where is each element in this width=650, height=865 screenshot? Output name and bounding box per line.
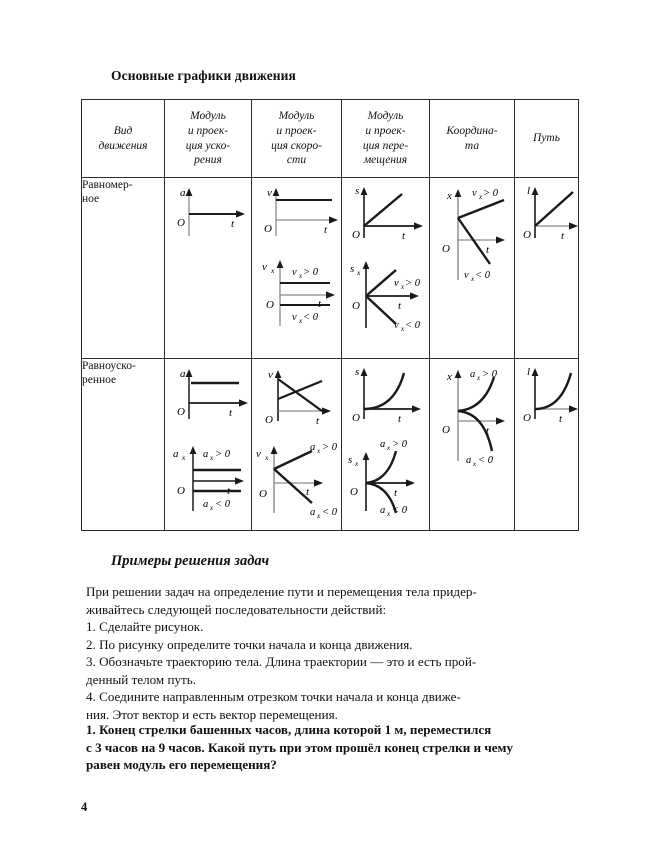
task-line: равен модуль его перемещения? [86, 757, 277, 773]
header-line: ция пере- [362, 139, 409, 152]
svg-text:a: a [380, 439, 386, 450]
step-line: 3. Обозначьте траекторию тела. Длина траектории — это и есть прой- [86, 654, 477, 670]
table-row [82, 178, 579, 359]
svg-text:v: v [394, 320, 399, 331]
svg-text:x: x [447, 371, 452, 383]
svg-text:x: x [447, 190, 452, 202]
svg-text:a: a [203, 449, 209, 460]
header-line: и проек- [187, 124, 229, 137]
cell-accel-acceleration [165, 359, 252, 531]
row-label-uniform [82, 178, 165, 359]
graph-x-two-lines [436, 182, 520, 286]
svg-text:a: a [380, 505, 386, 516]
task-line: с 3 часов на 9 часов. Какой путь при этом прошёл конец стрелки и чему [86, 739, 513, 755]
header-line: и проек- [276, 124, 317, 137]
svg-text:v: v [394, 278, 399, 289]
row-label-line: Равноуско- [82, 360, 136, 372]
svg-text:a: a [180, 368, 186, 380]
graph-x-two-parabolas [436, 363, 520, 467]
svg-text:s: s [355, 366, 360, 378]
page-title: Основные графики движения [111, 68, 296, 83]
row-label-line: ное [82, 193, 100, 206]
svg-text:t: t [398, 300, 402, 312]
graph-sx-two-rays [348, 254, 436, 334]
svg-text:a: a [180, 187, 186, 199]
svg-text:t: t [486, 425, 490, 437]
header-line: Путь [533, 132, 560, 145]
svg-text:x: x [473, 460, 477, 468]
steps-list [86, 618, 575, 724]
svg-text:O: O [352, 300, 360, 312]
row-label-line: ренное [82, 374, 117, 387]
cell-uniform-displacement [342, 178, 430, 359]
svg-text:O: O [523, 412, 531, 424]
svg-text:t: t [394, 487, 398, 499]
svg-text:> 0: > 0 [482, 369, 497, 380]
graph-l-ray [521, 182, 583, 244]
svg-text:O: O [177, 485, 185, 497]
header-line: сти [286, 154, 307, 167]
svg-text:> 0: > 0 [215, 449, 230, 460]
svg-text:t: t [559, 413, 563, 425]
svg-text:v: v [268, 369, 273, 381]
header-line: движения [98, 139, 148, 152]
intro-line: живайтесь следующей последовательности действий: [86, 601, 387, 617]
svg-text:> 0: > 0 [322, 442, 337, 453]
svg-text:l: l [527, 185, 531, 197]
svg-text:t: t [486, 244, 490, 256]
graph-sx-two-parabolas [346, 433, 436, 517]
cell-uniform-acceleration [165, 178, 252, 359]
table-row [82, 359, 579, 531]
svg-text:< 0: < 0 [405, 320, 420, 331]
svg-text:< 0: < 0 [475, 270, 490, 281]
step-line: 4. Соедините направленным отрезком точки начала и конца движе- [86, 689, 461, 705]
header-line: Модуль [278, 110, 315, 123]
step-line: 1. Сделайте рисунок. [86, 619, 204, 634]
table-header-row [82, 100, 579, 178]
svg-text:x: x [182, 453, 186, 462]
graph-v-const [262, 184, 346, 240]
svg-text:t: t [402, 230, 406, 242]
svg-text:> 0: > 0 [303, 267, 318, 278]
svg-text:t: t [306, 486, 310, 498]
column-header-acceleration [165, 100, 252, 178]
svg-text:s: s [350, 263, 355, 275]
svg-text:O: O [442, 243, 450, 255]
svg-text:v: v [256, 448, 261, 460]
cell-accel-path [515, 359, 579, 531]
svg-text:a: a [310, 507, 316, 518]
svg-text:< 0: < 0 [303, 312, 318, 323]
svg-text:x: x [317, 447, 321, 455]
svg-text:x: x [299, 272, 303, 280]
svg-text:v: v [267, 187, 272, 199]
step-line: денный телом путь. [86, 671, 197, 687]
svg-text:t: t [316, 415, 320, 427]
svg-text:s: s [348, 454, 353, 466]
svg-text:t: t [229, 407, 233, 419]
svg-text:O: O [264, 223, 272, 235]
cell-accel-coordinate [430, 359, 515, 531]
svg-text:< 0: < 0 [392, 505, 407, 516]
column-header-coordinate [430, 100, 515, 178]
svg-text:O: O [352, 229, 360, 241]
svg-text:x: x [401, 283, 405, 291]
task-line: 1. Конец стрелки башенных часов, длина которой 1 м, переместился [86, 722, 492, 737]
graph-s-parabola [350, 363, 434, 425]
header-line: мещения [363, 154, 408, 167]
header-line: ция скоро- [271, 139, 322, 152]
svg-text:v: v [472, 188, 477, 199]
svg-text:x: x [210, 454, 214, 462]
svg-text:t: t [318, 298, 322, 310]
cell-accel-velocity [252, 359, 342, 531]
svg-text:O: O [523, 229, 531, 241]
graph-v-crossing [262, 365, 346, 427]
graph-vx-two-rays [254, 437, 346, 519]
intro-line: При решении задач на определение пути и перемещения тела придер- [86, 584, 477, 599]
header-line: Координа- [446, 124, 498, 137]
cell-accel-displacement [342, 359, 430, 531]
svg-text:a: a [310, 442, 316, 453]
svg-text:< 0: < 0 [215, 499, 230, 510]
svg-text:< 0: < 0 [322, 507, 337, 518]
graph-a-zero [175, 184, 253, 240]
svg-text:a: a [173, 448, 179, 460]
row-label-accelerated [82, 359, 165, 531]
svg-text:O: O [352, 412, 360, 424]
svg-text:< 0: < 0 [478, 455, 493, 466]
svg-text:O: O [442, 424, 450, 436]
svg-text:O: O [177, 217, 185, 229]
cell-uniform-velocity [252, 178, 342, 359]
svg-text:> 0: > 0 [392, 439, 407, 450]
intro-paragraph [86, 583, 575, 618]
svg-text:x: x [477, 374, 481, 382]
svg-text:x: x [471, 275, 475, 283]
column-header-velocity [252, 100, 342, 178]
motion-graphs-table [81, 99, 579, 531]
svg-text:a: a [470, 369, 476, 380]
task-paragraph [86, 721, 575, 774]
svg-text:x: x [479, 193, 483, 201]
svg-text:x: x [387, 510, 391, 518]
graph-vx-signed [258, 248, 346, 330]
svg-text:x: x [299, 317, 303, 325]
svg-text:x: x [210, 504, 214, 512]
svg-text:> 0: > 0 [483, 188, 498, 199]
examples-heading: Примеры решения задач [111, 553, 270, 569]
svg-text:v: v [464, 270, 469, 281]
column-header-motion-type [82, 100, 165, 178]
svg-text:x: x [271, 266, 275, 275]
svg-text:t: t [324, 224, 328, 236]
svg-text:s: s [355, 185, 360, 197]
svg-text:x: x [357, 268, 361, 277]
svg-text:x: x [387, 444, 391, 452]
svg-text:x: x [265, 453, 269, 462]
row-label-line: Равномер- [82, 179, 133, 191]
svg-text:a: a [466, 455, 472, 466]
graph-ax-signed [169, 437, 259, 517]
svg-text:t: t [398, 413, 402, 425]
svg-text:l: l [527, 366, 531, 378]
svg-text:x: x [317, 512, 321, 520]
svg-text:> 0: > 0 [405, 278, 420, 289]
header-line: ция уско- [185, 139, 231, 152]
svg-text:t: t [227, 485, 231, 497]
svg-text:O: O [350, 486, 358, 498]
svg-text:x: x [355, 459, 359, 468]
svg-text:x: x [401, 325, 405, 333]
header-line: та [464, 139, 480, 152]
svg-text:O: O [266, 299, 274, 311]
cell-uniform-coordinate [430, 178, 515, 359]
svg-text:v: v [292, 267, 297, 278]
step-line: 2. По рисунку определите точки начала и конца движения. [86, 636, 413, 652]
cell-uniform-path [515, 178, 579, 359]
graph-s-ray [350, 182, 434, 244]
header-line: и проек- [365, 124, 406, 137]
column-header-path [515, 100, 579, 178]
svg-text:O: O [259, 488, 267, 500]
header-line: Модуль [367, 110, 404, 123]
svg-text:t: t [231, 218, 235, 230]
svg-text:a: a [203, 499, 209, 510]
svg-text:O: O [177, 406, 185, 418]
page-number: 4 [81, 800, 88, 814]
graph-l-parabola [521, 363, 583, 425]
header-line: Вид [113, 124, 133, 137]
header-line: Модуль [190, 110, 226, 123]
header-line: рения [194, 154, 222, 167]
column-header-displacement [342, 100, 430, 178]
svg-text:t: t [561, 230, 565, 242]
graph-a-const [175, 365, 259, 423]
svg-text:O: O [265, 414, 273, 426]
step-line: ния. Этот вектор и есть вектор перемещения. [86, 706, 338, 722]
svg-text:v: v [292, 312, 297, 323]
svg-text:v: v [262, 261, 267, 273]
